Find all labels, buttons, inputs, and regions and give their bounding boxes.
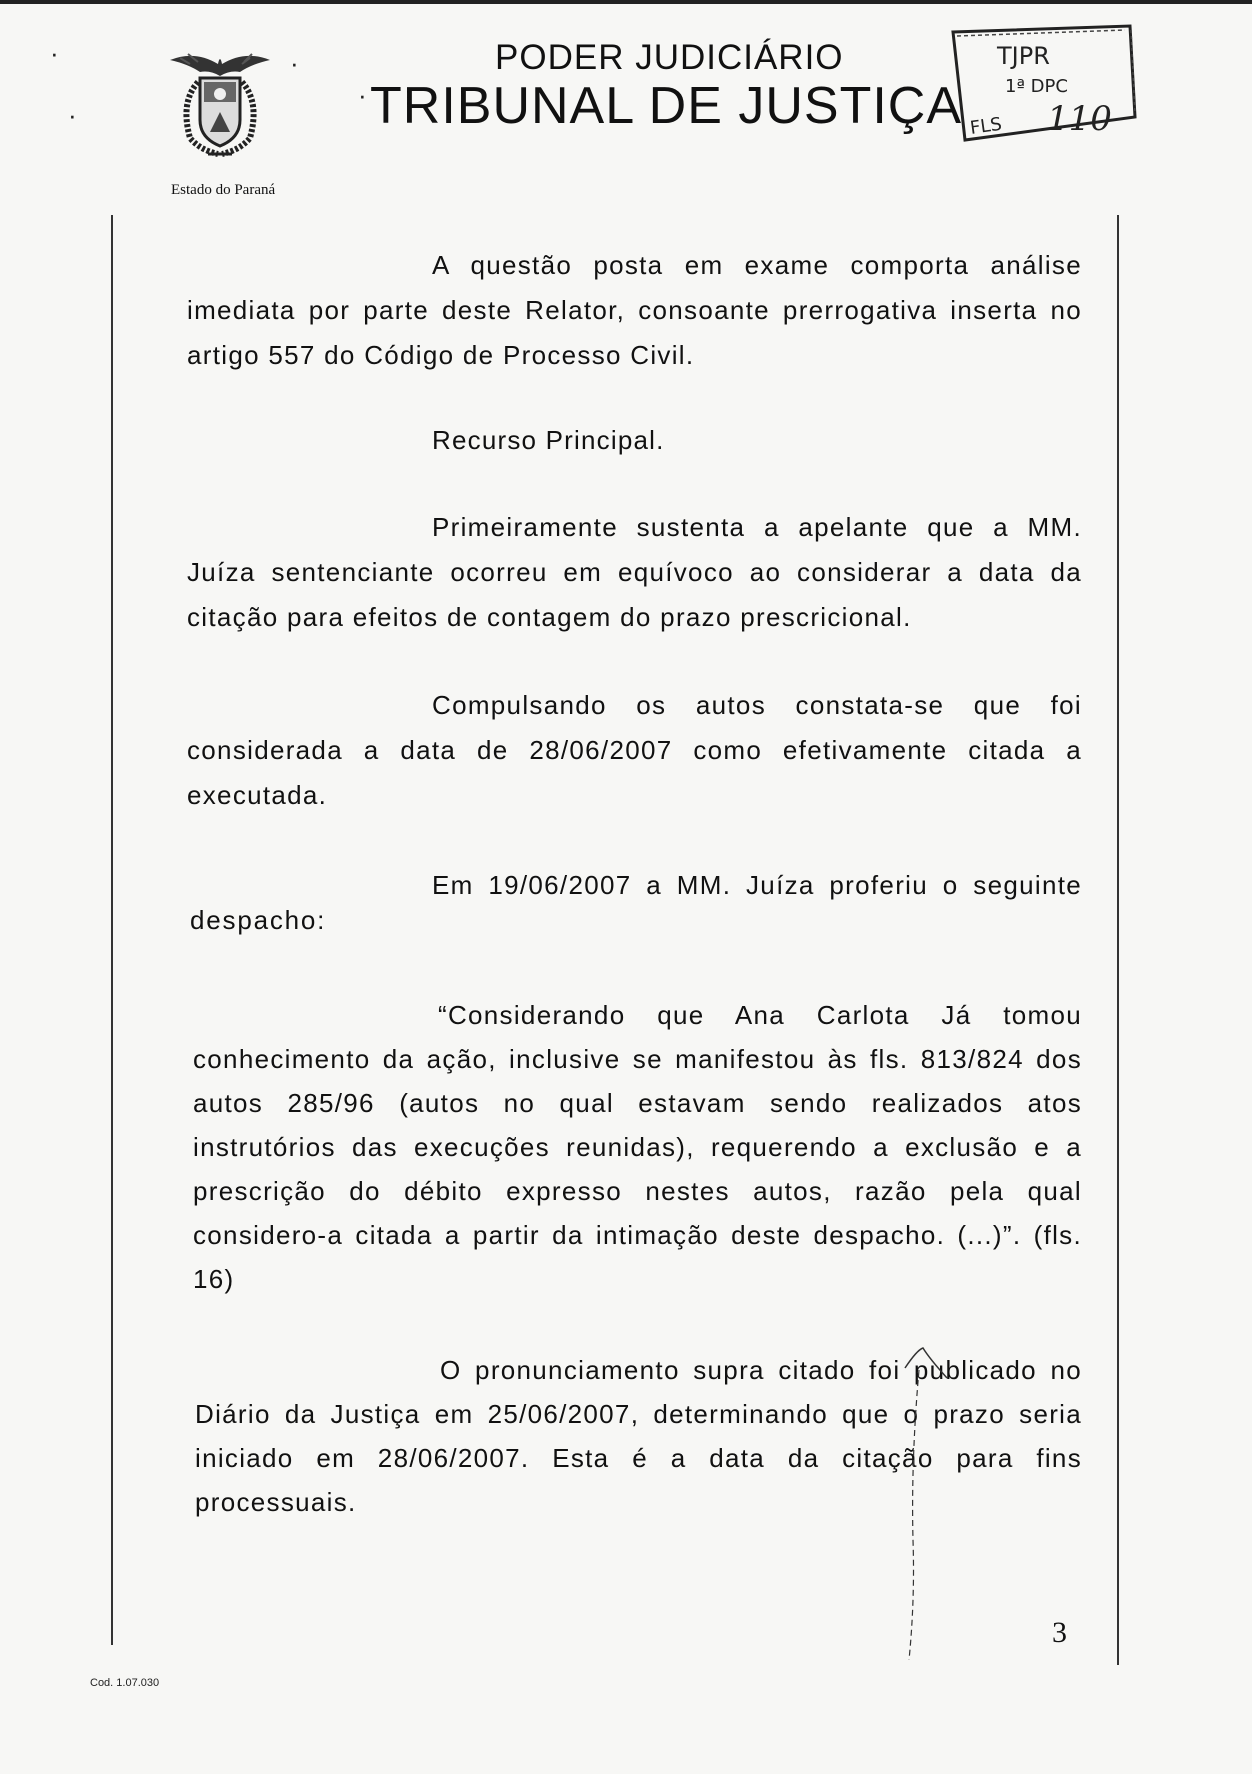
quoted-despacho: “Considerando que Ana Carlota Já tomou conhecimento da ação, inclusive se manifestou às fls. 813/824 dos autos 285/96 (autos no qual estavam sendo realizados atos instrutórios das execuções reunidas), requerendo a exclusão e a prescrição do débito expresso nestes autos, razão pela qual considero-a citada a partir da intimação deste despacho. (...)”. (fls. 16) bbox=[193, 1000, 1082, 1294]
scan-speck: · bbox=[290, 48, 299, 78]
parana-coat-of-arms-icon bbox=[160, 42, 280, 162]
handwritten-signature-stroke bbox=[875, 1310, 965, 1670]
paragraph-primeiramente: Primeiramente sustenta a apelante que a MM. Juíza sentenciante ocorreu em equívoco ao considerar a data da citação para efeitos de contagem do prazo prescricional. bbox=[187, 512, 1082, 632]
stamp-fls-label: FLS bbox=[968, 113, 1004, 139]
paragraph-compulsando: Compulsando os autos constata-se que foi considerada a data de 28/06/2007 como efetivamente citada a executada. bbox=[187, 690, 1082, 810]
stamp-section: 1ª DPC bbox=[1005, 76, 1068, 97]
page-number: 3 bbox=[1052, 1616, 1067, 1649]
stamp-org: TJPR bbox=[997, 42, 1050, 70]
paragraph-despacho: despacho: bbox=[190, 905, 327, 935]
header-poder-judiciario: PODER JUDICIÁRIO bbox=[495, 38, 844, 77]
paragraph-pronunciamento: O pronunciamento supra citado foi publicado no Diário da Justiça em 25/06/2007, determinando que o prazo seria iniciado em 28/06/2007. Esta é a data da citação para fins processuais. bbox=[195, 1355, 1082, 1517]
scan-speck: · bbox=[50, 38, 59, 68]
stamp-fls-number: 110 bbox=[1047, 99, 1112, 139]
form-code: Cod. 1.07.030 bbox=[90, 1677, 160, 1689]
section-heading-recurso-principal: Recurso Principal. bbox=[432, 425, 665, 455]
left-margin-line bbox=[111, 215, 113, 1645]
scan-top-edge bbox=[0, 0, 1252, 4]
paragraph-analise: A questão posta em exame comporta análise imediata por parte deste Relator, consoante prerrogativa inserta no artigo 557 do Código de Processo Civil. bbox=[187, 250, 1082, 370]
scan-speck: · bbox=[358, 80, 367, 110]
page-number-stamp bbox=[935, 22, 1145, 172]
header-tribunal: TRIBUNAL DE JUSTIÇA bbox=[370, 77, 963, 135]
right-margin-line bbox=[1117, 215, 1119, 1665]
scan-speck: · bbox=[68, 100, 77, 130]
header-state: Estado do Paraná bbox=[171, 182, 276, 198]
paragraph-em-19-06: Em 19/06/2007 a MM. Juíza proferiu o seguinte bbox=[432, 870, 1082, 900]
